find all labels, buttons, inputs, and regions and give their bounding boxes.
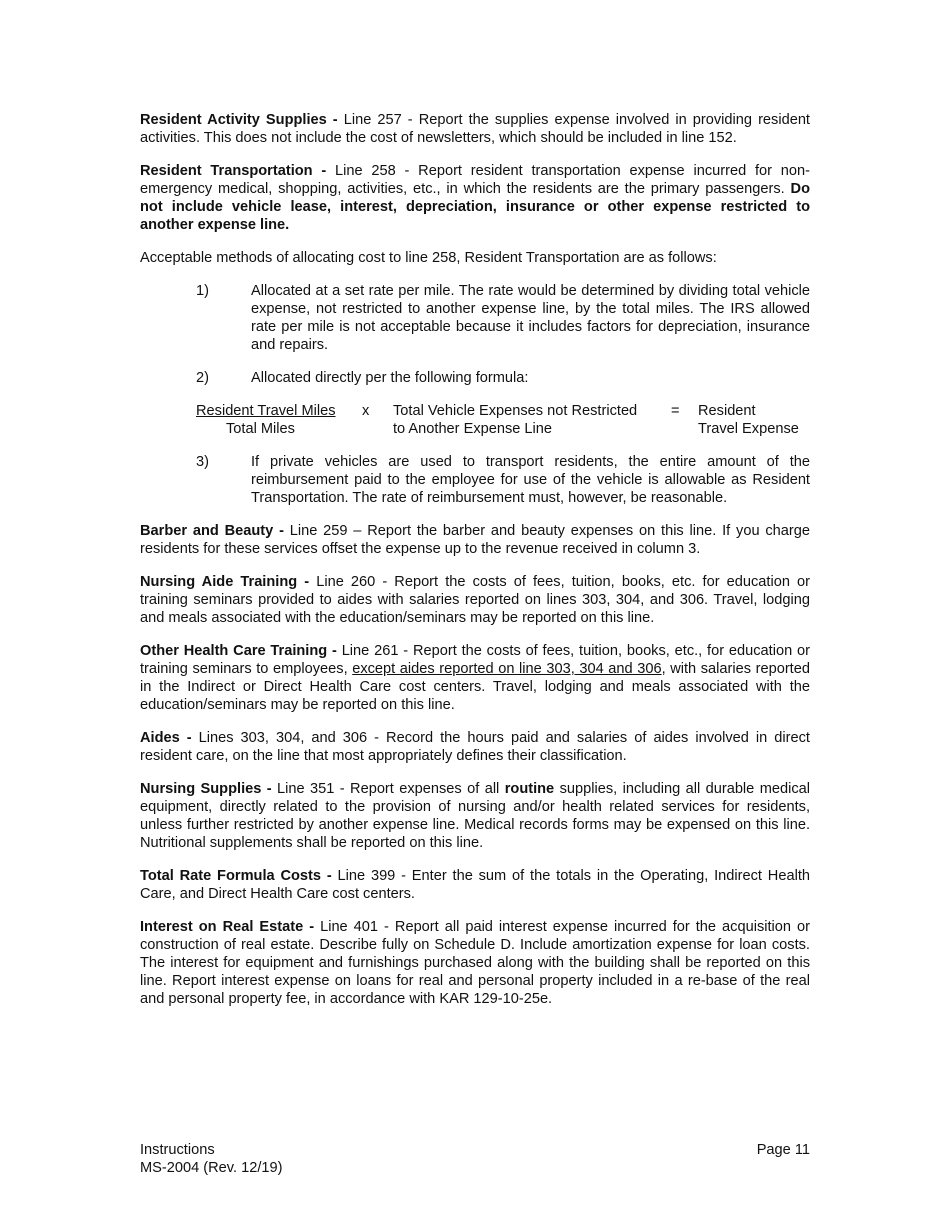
footer-left (140, 1141, 283, 1177)
transport-formula (196, 402, 810, 438)
emphasis-routine: routine (504, 781, 555, 797)
heading-interest-real-estate: Interest on Real Estate - (140, 919, 315, 935)
heading-nursing-supplies: Nursing Supplies - (140, 781, 272, 797)
method-text: If private vehicles are used to transport residents, the entire amount of the reimbursement paid to the employee for use of the vehicle is allowable as Resident Transportation. The rate of reimbursement must, however, be reasonable. (251, 454, 810, 506)
heading-resident-transportation: Resident Transportation - (140, 163, 327, 179)
paragraph-aides: Aides - Lines 303, 304, and 306 - Record the hours paid and salaries of aides involved in direct resident care, on the line that most appropriately defines their classification. (140, 730, 810, 764)
paragraph-barber-beauty: Barber and Beauty - Line 259 – Report the barber and beauty expenses on this line. If you charge residents for these services offset the expense up to the revenue received in column 3. (140, 523, 810, 557)
paragraph-nursing-supplies: Nursing Supplies - Line 351 - Report expenses of all routine supplies, including all durable medical equipment, directly related to the provision of nursing and/or health related services for residents, unless further restricted by another expense line. Medical records forms may be expensed on this line. Nutritional supplements shall be reported on this line. (140, 781, 810, 851)
paragraph-resident-activity-supplies: Resident Activity Supplies - Line 257 - Report the supplies expense involved in providing resident activities. This does not include the cost of newsletters, which should be included in line 152. (140, 112, 810, 146)
heading-barber-beauty: Barber and Beauty - (140, 523, 284, 539)
footer-form-number: MS-2004 (Rev. 12/19) (140, 1160, 283, 1176)
heading-resident-activity-supplies: Resident Activity Supplies - (140, 112, 338, 128)
formula-numerator: Resident Travel Miles (196, 403, 336, 419)
formula-middle-line2: to Another Expense Line (393, 421, 553, 437)
heading-aides: Aides - (140, 730, 192, 746)
paragraph-methods-intro: Acceptable methods of allocating cost to line 258, Resident Transportation are as follows: (140, 250, 717, 266)
method-number: 2) (196, 370, 209, 386)
method-text: Allocated at a set rate per mile. The rate would be determined by dividing total vehicle expense, not restricted to another expense line, by the total miles. The IRS allowed rate per mile is not acceptable because it includes factors for depreciation, insurance and repairs. (251, 283, 810, 353)
paragraph-nursing-aide-training: Nursing Aide Training - Line 260 - Report the costs of fees, tuition, books, etc. for education or training seminars provided to aides with salaries reported on lines 303, 304, and 306. Travel, lodging and meals associated with the education/seminars may be reported on this line. (140, 574, 811, 626)
heading-total-rate-formula-costs: Total Rate Formula Costs - (140, 868, 332, 884)
heading-other-health-care-training: Other Health Care Training - (140, 643, 337, 659)
formula-result-line2: Travel Expense (698, 421, 799, 437)
formula-times-sign: x (362, 403, 370, 419)
footer-instructions-label: Instructions (140, 1142, 215, 1158)
method-number: 3) (196, 454, 209, 470)
underlined-exception: except aides reported on line 303, 304 and 306 (352, 661, 662, 677)
transport-restriction-note: Do not include vehicle lease, interest, depreciation, insurance or other expense restricted to another expense line. (140, 181, 810, 233)
formula-middle-line1: Total Vehicle Expenses not Restricted (393, 403, 638, 419)
paragraph-other-health-care-training: Other Health Care Training - Line 261 - Report the costs of fees, tuition, books, etc., for education or training seminars to employees, except aides reported on line 303, 304 and 306, with salaries reported in the Indirect or Direct Health Care cost centers. Travel, lodging and meals associated with the education/seminars may be reported on this line. (140, 643, 810, 713)
paragraph-resident-transportation: Resident Transportation - Line 258 - Report resident transportation expense incurred for non-emergency medical, shopping, activities, etc., in which the residents are the primary passengers. Do not include vehicle lease, interest, depreciation, insurance or other expense restricted to another expense line. (140, 163, 810, 233)
method-item-3 (196, 453, 810, 507)
formula-equals-sign: = (671, 403, 680, 419)
formula-denominator: Total Miles (226, 421, 295, 437)
paragraph-interest-real-estate: Interest on Real Estate - Line 401 - Report all paid interest expense incurred for the acquisition or construction of real estate. Describe fully on Schedule D. Include amortization expense for loan costs. The interest for equipment and furnishings purchased along with the building shall be reported on this line. Report interest expense on loans for real and personal property included in a re-base of the real and personal property fee, in accordance with KAR 129-10-25e. (140, 919, 810, 1007)
method-text: Allocated directly per the following formula: (251, 370, 529, 386)
paragraph-total-rate-formula-costs: Total Rate Formula Costs - Line 399 - Enter the sum of the totals in the Operating, Indirect Health Care, and Direct Health Care cost centers. (140, 868, 810, 902)
method-number: 1) (196, 283, 209, 299)
formula-result-line1: Resident (698, 403, 756, 419)
footer-page-number: Page 11 (756, 1142, 810, 1158)
method-item-2 (196, 369, 810, 387)
method-item-1 (196, 282, 810, 354)
document-body (140, 111, 810, 1023)
heading-nursing-aide-training: Nursing Aide Training - (140, 574, 310, 590)
